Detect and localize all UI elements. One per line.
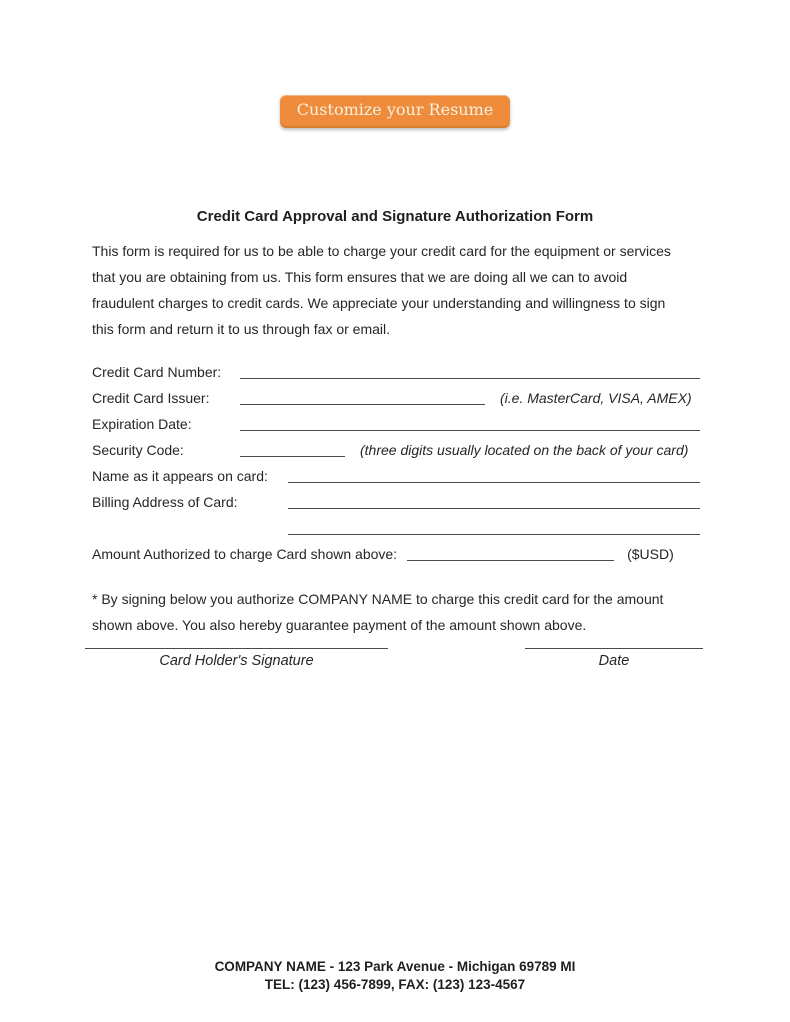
field-row-amount-authorized (92, 536, 700, 562)
name-on-card-blank-line (288, 464, 700, 483)
customize-resume-button[interactable]: Customize your Resume (280, 95, 510, 128)
amount-currency-suffix: ($USD) (627, 546, 674, 562)
company-footer (0, 958, 790, 994)
field-row-billing-address-continued (92, 510, 700, 536)
billing-address-blank-line-1 (288, 490, 700, 509)
intro-line: that you are obtaining from us. This form ensures that we are doing all we can to avoid (92, 269, 628, 285)
intro-paragraph (92, 238, 700, 342)
intro-line: this form and return it to us through fax or email. (92, 321, 391, 337)
card-holder-signature-line: Card Holder's Signature (85, 648, 388, 669)
form-fields (92, 354, 700, 562)
field-row-name-on-card (92, 458, 700, 484)
intro-line: fraudulent charges to credit cards. We appreciate your understanding and willingness to sign (92, 295, 666, 311)
expiration-date-blank-line (240, 412, 700, 431)
billing-address-label: Billing Address of Card: (92, 494, 238, 510)
company-address: COMPANY NAME - 123 Park Avenue - Michigan 69789 MI (214, 959, 576, 974)
authorization-note (92, 586, 700, 638)
field-row-credit-card-issuer (92, 380, 700, 406)
cta-button-container (0, 0, 790, 128)
intro-line: This form is required for us to be able to charge your credit card for the equipment or services (92, 243, 671, 259)
field-row-security-code (92, 432, 700, 458)
name-on-card-label: Name as it appears on card: (92, 468, 268, 484)
date-signature-line: Date (525, 648, 703, 669)
security-code-label: Security Code: (92, 442, 184, 458)
form-content (92, 238, 700, 638)
expiration-date-label: Expiration Date: (92, 416, 192, 432)
field-row-billing-address (92, 484, 700, 510)
security-code-hint: (three digits usually located on the back of your card) (360, 442, 689, 458)
note-line: shown above. You also hereby guarantee payment of the amount shown above. (92, 617, 587, 633)
company-phone-fax: TEL: (123) 456-7899, FAX: (123) 123-4567 (264, 977, 526, 992)
credit-card-issuer-label: Credit Card Issuer: (92, 390, 210, 406)
security-code-blank-line (240, 438, 345, 457)
credit-card-number-label: Credit Card Number: (92, 364, 222, 380)
amount-authorized-blank-line (407, 542, 614, 561)
credit-card-issuer-blank-line (240, 386, 485, 405)
credit-card-issuer-hint: (i.e. MasterCard, VISA, AMEX) (500, 390, 692, 406)
billing-address-blank-line-2 (288, 516, 700, 535)
note-line: * By signing below you authorize COMPANY NAME to charge this credit card for the amount (92, 591, 664, 607)
page-title: Credit Card Approval and Signature Authorization Form (196, 208, 594, 225)
field-row-expiration-date (92, 406, 700, 432)
field-row-credit-card-number (92, 354, 700, 380)
credit-card-number-blank-line (240, 360, 700, 379)
amount-authorized-label: Amount Authorized to charge Card shown above: (92, 546, 398, 562)
